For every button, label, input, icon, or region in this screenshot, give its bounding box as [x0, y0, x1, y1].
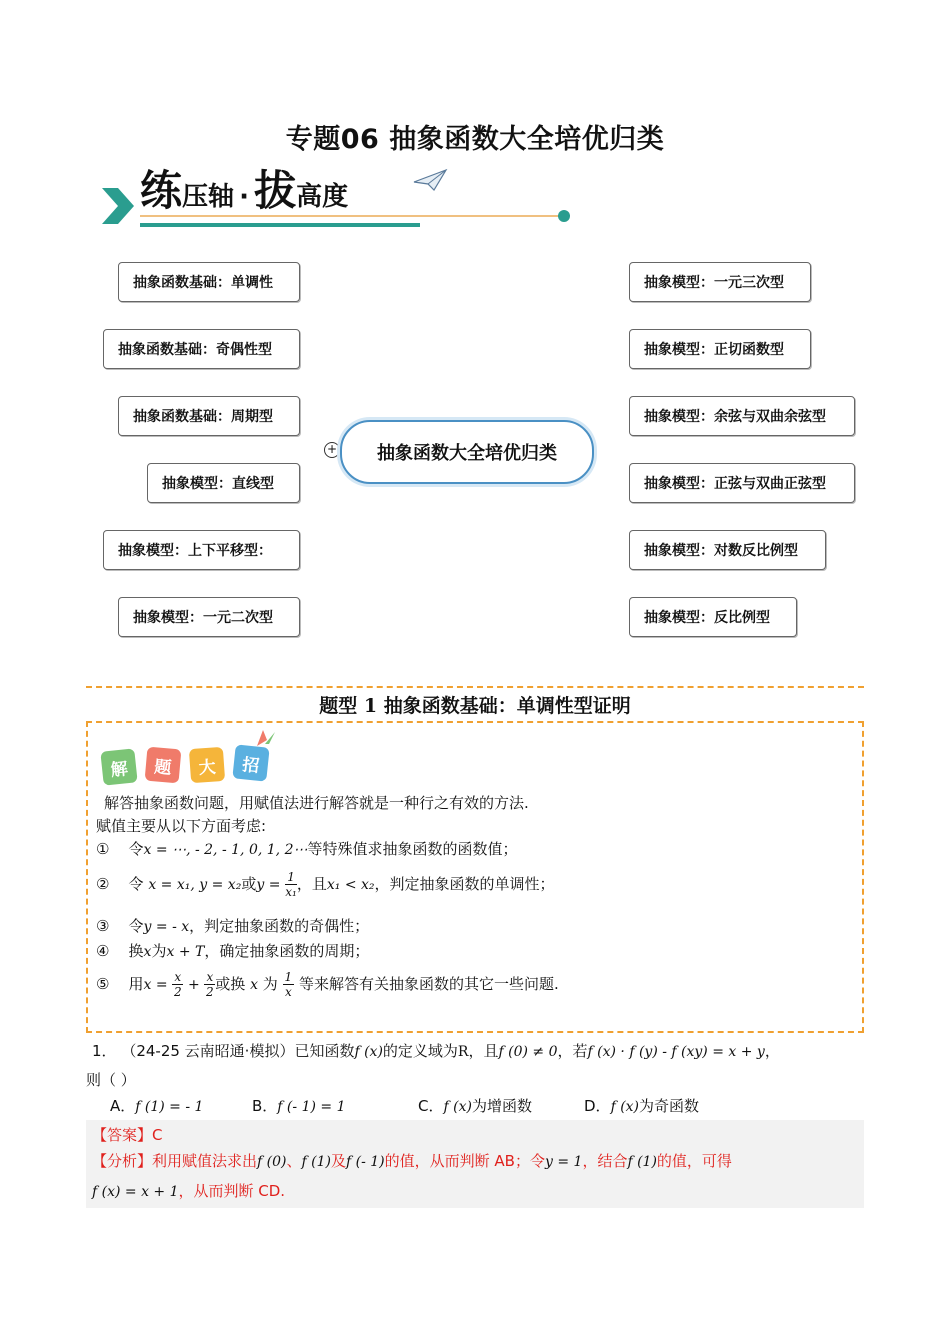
banner-dot: · — [239, 182, 250, 212]
banner-text-1: 压轴 — [182, 182, 235, 212]
item-5-math-b: x — [250, 977, 258, 993]
option-d-label: D． — [584, 1097, 611, 1115]
item-2-math-a: x = x₁, y = x₂ — [148, 877, 242, 893]
answer-label: 【答案】C — [92, 1126, 163, 1144]
banner-char-1: 练 — [140, 166, 183, 215]
item-1-post: 等特殊值求抽象函数的函数值； — [307, 840, 518, 858]
analysis-m4: y = 1 — [544, 1154, 583, 1170]
item-5-mid: 或换 — [215, 975, 246, 993]
option-a[interactable] — [110, 1095, 203, 1116]
option-b-label: B． — [252, 1097, 278, 1115]
option-c-text: 为增函数 — [471, 1097, 532, 1115]
mindmap-center-node: 抽象函数大全培优归类 — [340, 420, 594, 484]
question-source: （24-25 云南昭通·模拟）已知函数 — [121, 1042, 355, 1060]
analysis-m6: f (x) = x + 1 — [92, 1184, 179, 1200]
item-5-frac-2-num: x — [206, 970, 214, 984]
mindmap-node-right-6: 抽象模型：反比例型 — [629, 597, 797, 637]
item-5-pre: 用 — [128, 975, 144, 993]
option-a-math: f (1) = - 1 — [135, 1099, 204, 1115]
item-5-frac-1-den: 2 — [173, 985, 182, 999]
mindmap-node-right-1: 抽象模型：一元三次型 — [629, 262, 811, 302]
option-b-math: f (- 1) = 1 — [277, 1099, 346, 1115]
item-1-math: x = ⋯, - 2, - 1, 0, 1, 2⋯ — [143, 842, 308, 858]
item-4-post: ，确定抽象函数的周期； — [204, 942, 370, 960]
item-5-plus: + — [187, 977, 200, 993]
mindmap-node-right-5: 抽象模型：对数反比例型 — [629, 530, 826, 570]
tag-zhao: 招 — [232, 744, 269, 781]
tag-ti: 题 — [145, 747, 182, 784]
option-c-math: f (x) — [443, 1099, 472, 1115]
question-then: 则（ ） — [86, 1071, 136, 1089]
mindmap-node-right-4: 抽象模型：正弦与双曲正弦型 — [629, 463, 855, 503]
option-c-label: C． — [418, 1097, 444, 1115]
ribbon-icon — [255, 728, 277, 748]
option-a-label: A． — [110, 1097, 136, 1115]
item-5-post: 等来解答有关抽象函数的其它一些问题. — [298, 975, 559, 993]
analysis-a5: ，结合 — [582, 1152, 628, 1170]
item-4-num: ④ — [96, 942, 110, 960]
item-3-post: ，判定抽象函数的奇偶性； — [189, 917, 370, 935]
item-3-num: ③ — [96, 917, 110, 935]
analysis-m5: f (1) — [627, 1154, 657, 1170]
intro-line-2: 赋值主要从以下方面考虑: — [96, 817, 267, 835]
item-5 — [96, 964, 559, 1005]
option-b[interactable] — [252, 1095, 345, 1116]
section-divider — [86, 686, 864, 688]
mindmap-node-left-3: 抽象函数基础：周期型 — [118, 396, 300, 436]
item-5-frac-1-num: x — [174, 970, 182, 984]
analysis-line-1 — [92, 1150, 732, 1171]
item-3 — [96, 915, 369, 936]
item-4-math-b: x + T — [166, 944, 205, 960]
item-3-math: y = - x — [143, 919, 190, 935]
item-5-mid2: 为 — [262, 975, 278, 993]
item-2-post: ，判定抽象函数的单调性； — [374, 875, 555, 893]
expand-plus-icon[interactable]: + — [324, 442, 340, 458]
mindmap-node-left-2: 抽象函数基础：奇偶性型 — [103, 329, 300, 369]
tag-jie: 解 — [100, 748, 137, 785]
mindmap-node-right-2: 抽象模型：正切函数型 — [629, 329, 811, 369]
banner-text-2: 高度 — [296, 182, 349, 212]
item-5-frac-3-num: 1 — [284, 970, 293, 984]
question-t4: ， — [764, 1042, 780, 1060]
analysis-a4: 的值，从而判断 AB；令 — [384, 1152, 545, 1170]
option-d[interactable] — [584, 1095, 699, 1116]
item-5-frac-3-den: x — [284, 985, 292, 999]
item-4-mid: 为 — [151, 942, 167, 960]
item-2-frac-den: x₁ — [285, 885, 297, 899]
item-5-num: ⑤ — [96, 975, 110, 993]
item-5-frac-2 — [204, 970, 215, 999]
option-d-text: 为奇函数 — [639, 1097, 700, 1115]
question-t3: ，若 — [557, 1042, 588, 1060]
item-3-pre: 令 — [128, 917, 144, 935]
mindmap-node-left-1: 抽象函数基础：单调性 — [118, 262, 300, 302]
item-5-math-a: x = — [143, 977, 168, 993]
intro-line-1: 解答抽象函数问题，用赋值法进行解答就是一种行之有效的方法. — [104, 794, 529, 812]
item-2-mid2: ，且 — [296, 875, 327, 893]
analysis-a6: 的值，可得 — [656, 1152, 732, 1170]
question-t2: ，且 — [468, 1042, 499, 1060]
question-domain: R — [457, 1044, 469, 1060]
banner-char-2: 拔 — [254, 166, 297, 215]
item-4 — [96, 940, 369, 961]
item-4-pre: 换 — [128, 942, 144, 960]
analysis-label: 【分析】 — [92, 1152, 153, 1170]
mindmap-node-right-3: 抽象模型：余弦与双曲余弦型 — [629, 396, 855, 436]
item-2-num: ② — [96, 875, 110, 893]
question-t1: 的定义域为 — [382, 1042, 458, 1060]
item-5-frac-2-den: 2 — [206, 985, 214, 999]
question-cond2: f (x) · f (y) - f (xy) = x + y — [587, 1044, 765, 1060]
analysis-a2: 、 — [286, 1152, 302, 1170]
item-1-num: ① — [96, 840, 110, 858]
analysis-a3: 及 — [330, 1152, 346, 1170]
item-5-frac-1 — [172, 970, 183, 999]
item-4-math: x — [143, 944, 152, 960]
page-title: 专题06 抽象函数大全培优归类 — [285, 124, 665, 155]
item-2-mid: 或 — [241, 875, 257, 893]
analysis-m3: f (- 1) — [346, 1154, 385, 1170]
item-2-frac-num: 1 — [287, 870, 295, 884]
item-2-math-c: x₁ < x₂ — [326, 877, 375, 893]
option-c[interactable] — [418, 1095, 532, 1116]
analysis-m2: f (1) — [301, 1154, 331, 1170]
tag-da: 大 — [189, 747, 225, 783]
question-number: 1． — [92, 1042, 117, 1060]
item-2-fraction — [285, 870, 297, 899]
mindmap-node-left-5: 抽象模型：上下平移型： — [103, 530, 300, 570]
item-1-pre: 令 — [128, 840, 144, 858]
analysis-a7: ，从而判断 CD. — [178, 1182, 286, 1200]
option-d-math: f (x) — [610, 1099, 640, 1115]
mindmap-node-left-6: 抽象模型：一元二次型 — [118, 597, 300, 637]
analysis-m1: f (0) — [257, 1154, 287, 1170]
item-1 — [96, 838, 518, 859]
item-5-frac-3 — [283, 970, 295, 999]
mindmap-node-left-4: 抽象模型：直线型 — [147, 463, 300, 503]
analysis-a1: 利用赋值法求出 — [152, 1152, 258, 1170]
section-title: 题型 1 抽象函数基础：单调性型证明 — [319, 695, 631, 717]
item-2 — [96, 866, 555, 903]
question-cond1: f (0) ≠ 0 — [498, 1044, 558, 1060]
item-2-math-b: y = — [256, 877, 281, 893]
question-fx: f (x) — [354, 1044, 383, 1060]
item-2-pre: 令 — [128, 875, 144, 893]
question-stem — [92, 1040, 780, 1061]
analysis-line-2 — [92, 1180, 285, 1201]
